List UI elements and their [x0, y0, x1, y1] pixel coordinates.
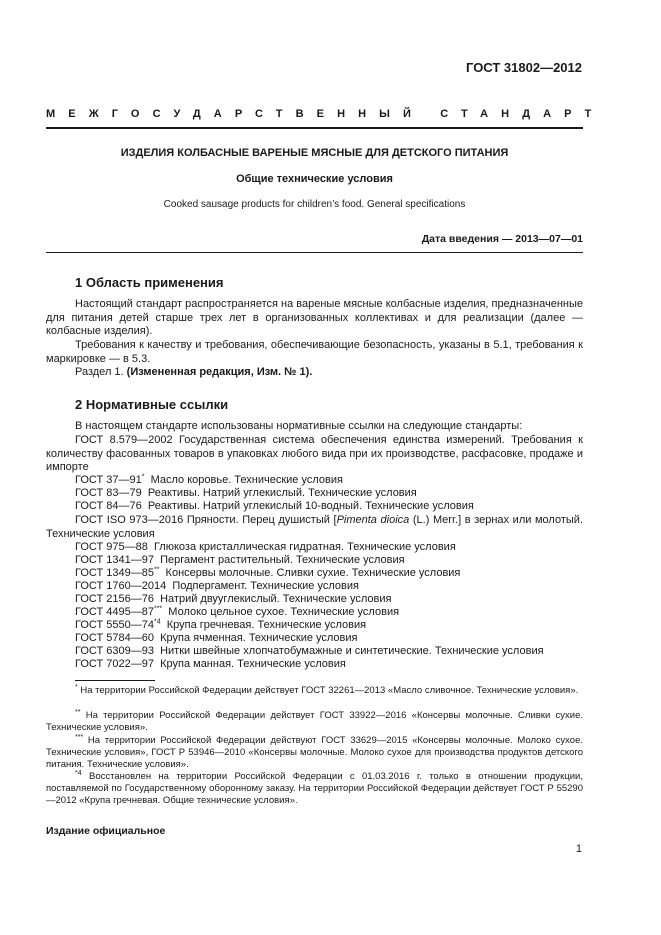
footnote-1 [46, 685, 583, 697]
reference-title: Реактивы. Натрий углекислый. Технические условия [147, 487, 417, 499]
reference-code: ГОСТ 6309—93 [75, 645, 154, 657]
footnote-separator [75, 680, 155, 681]
footnote-text: На территории Российской Федерации действует ГОСТ 33922—2016 «Консервы молочные. Сливки сухие. Технические условия». [46, 710, 584, 733]
footnote-mark: *4 [75, 769, 82, 777]
footnote-text: На территории Российской Федерации действует ГОСТ 32261—2013 «Масло сливочное. Технические условия». [80, 685, 579, 696]
gost-number: ГОСТ 31802—2012 [466, 60, 582, 75]
reference-title: Молоко цельное сухое. Технические условия [168, 606, 400, 618]
amendment-note: (Измененная редакция, Изм. № 1). [126, 366, 313, 378]
reference-gost-iso-973 [46, 514, 583, 541]
reference-iso-latin-name: Pimenta dioica [336, 514, 410, 526]
reference-title: Масло коровье. Технические условия [150, 474, 343, 486]
reference-item [75, 593, 391, 607]
section-1-heading: 1 Область применения [75, 275, 224, 290]
footnote-3 [46, 735, 583, 771]
footnote-mark: *** [75, 733, 84, 741]
reference-code: ГОСТ 4495—87 [75, 606, 154, 618]
reference-title: Реактивы. Натрий углекислый 10-водный. Технические условия [147, 500, 474, 512]
reference-title: Подпергамент. Технические условия [172, 580, 359, 592]
reference-title: Крупа гречневая. Технические условия [166, 619, 367, 631]
reference-iso-text-a: ГОСТ ISO 973—2016 Пряности. Перец душистый [ [75, 514, 337, 526]
title-rule [46, 252, 583, 253]
reference-code: ГОСТ 5550—74 [75, 619, 154, 631]
reference-title: Крупа ячменная. Технические условия [160, 632, 358, 644]
reference-item [75, 554, 405, 568]
footnote-2 [46, 710, 583, 734]
reference-title: Крупа манная. Технические условия [160, 658, 346, 670]
reference-item [75, 658, 346, 672]
reference-title: Пергамент растительный. Технические условия [160, 554, 405, 566]
footnote-marker: * [141, 473, 145, 481]
reference-item [75, 541, 456, 555]
reference-code: ГОСТ 2156—76 [75, 593, 154, 605]
reference-item [75, 580, 359, 594]
reference-gost-8-579: ГОСТ 8.579—2002 Государственная система обеспечения единства измерений. Требования к количеству фасованных товаров в упаковках любого вида при их производстве, расфасовке, продаже и импорте [46, 434, 583, 473]
reference-title: Нитки швейные хлопчатобумажные и синтетические. Технические условия [160, 645, 544, 657]
footnote-mark: * [75, 683, 78, 691]
section-1-paragraph-2: Требования к качеству и требования, обеспечивающие безопасность, указаны в 5.1, требования к маркировке — в 5.3. [46, 339, 583, 365]
reference-code: ГОСТ 975—88 [75, 541, 148, 553]
section-1-amendment [75, 366, 312, 380]
reference-item [75, 619, 366, 633]
footnote-text: На территории Российской Федерации действуют ГОСТ 33629—2015 «Консервы молочные. Молоко сухое. Технические условия», ГОСТ Р 53946—2010 «Консервы молочные. Молоко сухое для производства продуктов детского питания. Технические условия». [46, 735, 584, 770]
reference-item [75, 567, 460, 581]
document-subtitle: Общие технические условия [236, 173, 393, 185]
reference-title: Натрий двууглекислый. Технические условия [160, 593, 392, 605]
reference-item [75, 487, 417, 501]
english-title: Cooked sausage products for children’s food. General specifications [163, 199, 466, 210]
reference-code: ГОСТ 84—76 [75, 500, 142, 512]
header-rule [46, 127, 583, 129]
footnote-text: Восстановлен на территории Российской Федерации с 01.03.2016 г. только в отношении продукции, поставляемой по Государственному оборонному заказу. На территории Российской Федерации действует ГОСТ Р 55290—2012 «Крупа гречневая. Общие технические условия». [46, 771, 583, 806]
reference-item [75, 500, 474, 514]
reference-item [75, 606, 399, 620]
document-title: ИЗДЕЛИЯ КОЛБАСНЫЕ ВАРЕНЫЕ МЯСНЫЕ ДЛЯ ДЕТСКОГО ПИТАНИЯ [120, 147, 509, 159]
reference-title: Консервы молочные. Сливки сухие. Технические условия [165, 567, 461, 579]
section-1-paragraph-1: Настоящий стандарт распространяется на вареные мясные колбасные изделия, предназначенные для питания детей старше трех лет в организованных коллективах и для реализации (далее — колбасные изделия). [46, 298, 583, 337]
reference-item [75, 645, 544, 659]
reference-code: ГОСТ 37—91 [75, 474, 142, 486]
reference-code: ГОСТ 5784—60 [75, 632, 154, 644]
footnote-marker: *4 [153, 618, 161, 626]
reference-iso-text-b: (L.) Merr.] в зернах или молотый. Технические условия [46, 514, 583, 540]
reference-code: ГОСТ 7022—97 [75, 658, 154, 670]
section-2-intro: В настоящем стандарте использованы нормативные ссылки на следующие стандарты: [75, 420, 523, 432]
reference-item [75, 632, 358, 646]
footnote-mark: ** [75, 708, 81, 716]
footnote-marker: ** [153, 566, 160, 574]
footnote-4 [46, 771, 583, 807]
footnote-marker: *** [153, 605, 163, 613]
intro-date: Дата введения — 2013—07—01 [421, 233, 583, 245]
reference-title: Глюкоза кристаллическая гидратная. Технические условия [153, 541, 456, 553]
reference-code: ГОСТ 1349—85 [75, 567, 154, 579]
edition-label: Издание официальное [46, 825, 166, 837]
standard-type: МЕЖГОСУДАРСТВЕННЫЙ СТАНДАРТ [46, 108, 605, 120]
page-number: 1 [575, 843, 582, 855]
reference-code: ГОСТ 83—79 [75, 487, 142, 499]
reference-code: ГОСТ 1341—97 [75, 554, 154, 566]
amendment-prefix: Раздел 1. [75, 366, 124, 378]
section-2-heading: 2 Нормативные ссылки [75, 397, 229, 412]
reference-code: ГОСТ 1760—2014 [75, 580, 167, 592]
reference-item [75, 474, 343, 488]
